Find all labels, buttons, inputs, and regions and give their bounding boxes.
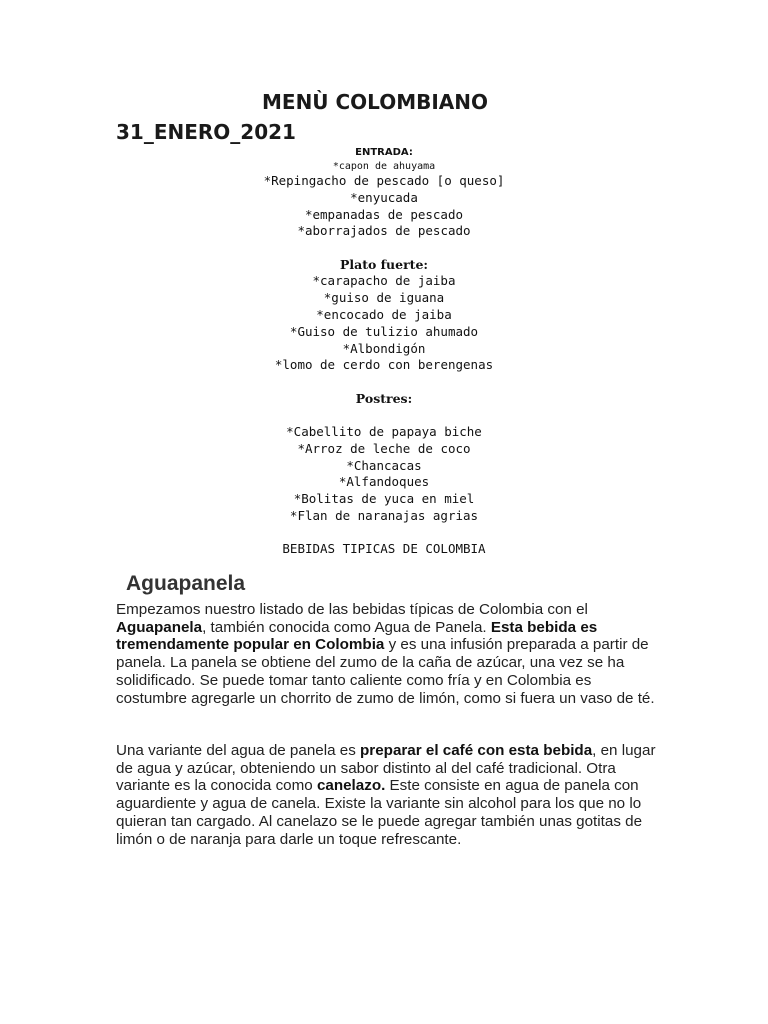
bold-segment: Aguapanela [116,618,203,636]
entrada-first-item: *capon de ahuyama [332,161,436,172]
menu-list [170,146,598,558]
postres-item: *Bolitas de yuca en miel [293,491,475,507]
page-title: MENÙ COLOMBIANO [262,90,489,114]
plato-fuerte-item: *lomo de cerdo con berengenas [274,357,494,373]
postres-item: *Flan de naranajas agrias [289,508,479,524]
plato-fuerte-item: *carapacho de jaiba [312,273,456,289]
text-segment: , en lugar de agua y azúcar, obteniendo un sabor distinto al del café tradicional. Otra variante es la conocida como [116,742,656,795]
spacer [170,408,598,425]
text-segment: Este consiste en agua de panela con aguardiente y agua de canela. Existe la variante sin alcohol para los que no lo quieran tan cargado. Al canelazo se le puede agregar también unas gotitas de limón o de naranja para darle un toque refrescante. [116,777,643,848]
entrada-item: *aborrajados de pescado [297,223,471,239]
postres-item: *Arroz de leche de coco [297,440,471,456]
entrada-item: *empanadas de pescado [304,206,464,222]
postres-heading: Postres: [355,390,413,406]
postres-item: *Cabellito de papaya biche [286,424,482,440]
spacer [170,525,598,542]
postres-item: *Alfandoques [338,474,430,490]
text-segment: , también conocida como Agua de Panela. [202,618,491,636]
plato-fuerte-item: *guiso de iguana [323,290,445,306]
aguapanela-title: Aguapanela [126,572,246,595]
plato-fuerte-item: *Albondigón [342,340,426,356]
paragraph-variants [116,742,656,848]
spacer [170,240,598,257]
plato-fuerte-heading: Plato fuerte: [339,256,429,272]
entrada-heading: ENTRADA: [355,147,413,158]
bold-segment: preparar el café con esta bebida [360,742,593,759]
entrada-item: *Repingacho de pescado [o queso] [263,173,505,188]
bebidas-heading: BEBIDAS TIPICAS DE COLOMBIA [282,541,486,557]
bold-segment: Esta bebida es tremendamente popular en Colombia [116,618,598,654]
postres-item: *Chancacas [346,457,422,473]
text-segment: y es una infusión preparada a partir de panela. La panela se obtiene del zumo de la caña de azúcar, una vez se ha solidificado. Se puede tomar tanto caliente como fría y en Colombia es costumbre agregarle un chorrito de zumo de limón, como si fuera un vaso de té. [116,636,655,707]
spacer [170,374,598,391]
text-segment: Empezamos nuestro listado de las bebidas típicas de Colombia con el [116,601,588,618]
plato-fuerte-item: *Guiso de tulizio ahumado [289,323,479,339]
plato-fuerte-item: *encocado de jaiba [316,307,452,323]
bold-segment: canelazo. [316,777,386,795]
menu-date: 31_ENERO_2021 [116,120,296,144]
entrada-item: *enyucada [350,189,418,205]
text-segment: Una variante del agua de panela es [116,742,361,759]
paragraph-intro [116,601,656,707]
